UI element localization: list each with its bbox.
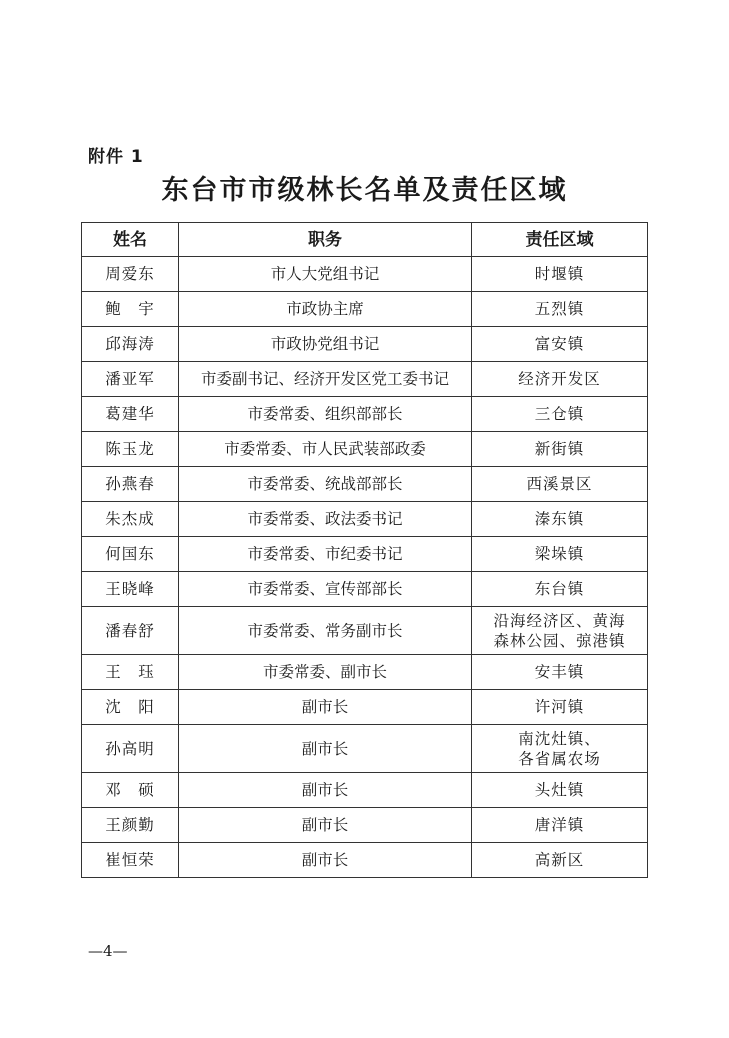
cell-area: 溱东镇: [472, 502, 648, 537]
cell-area: [472, 607, 648, 655]
table-row: [82, 502, 648, 537]
cell-name: 鲍 宇: [82, 292, 179, 327]
table-row: [82, 432, 648, 467]
header-area: 责任区域: [472, 223, 648, 257]
cell-name: 孙燕春: [82, 467, 179, 502]
cell-name: 潘亚军: [82, 362, 179, 397]
cell-area-line: 沿海经济区、黄海: [493, 611, 626, 630]
cell-position: 副市长: [179, 843, 472, 878]
cell-name: 王 珏: [82, 655, 179, 690]
forest-chief-table: [81, 222, 648, 878]
cell-position: 市委常委、政法委书记: [179, 502, 472, 537]
cell-area: 唐洋镇: [472, 808, 648, 843]
table-row: [82, 690, 648, 725]
cell-area-line: 南沈灶镇、: [518, 729, 601, 748]
table-row: [82, 362, 648, 397]
cell-position: 市委常委、常务副市长: [179, 607, 472, 655]
cell-name: 葛建华: [82, 397, 179, 432]
cell-position: 市政协主席: [179, 292, 472, 327]
cell-area: 高新区: [472, 843, 648, 878]
cell-name: 王颜勤: [82, 808, 179, 843]
header-position: 职务: [179, 223, 472, 257]
cell-name: 邓 硕: [82, 773, 179, 808]
cell-area-line: 森林公园、弶港镇: [493, 631, 626, 650]
cell-position: 副市长: [179, 725, 472, 773]
cell-name: 潘春舒: [82, 607, 179, 655]
table-row: [82, 327, 648, 362]
table-row: [82, 537, 648, 572]
cell-position: 市人大党组书记: [179, 257, 472, 292]
table-row: [82, 808, 648, 843]
cell-area: 梁垛镇: [472, 537, 648, 572]
table-row: [82, 773, 648, 808]
cell-area: 经济开发区: [472, 362, 648, 397]
table-row: [82, 467, 648, 502]
cell-area: 三仓镇: [472, 397, 648, 432]
cell-name: 王晓峰: [82, 572, 179, 607]
cell-area: 新街镇: [472, 432, 648, 467]
cell-name: 周爱东: [82, 257, 179, 292]
cell-position: 市委副书记、经济开发区党工委书记: [179, 362, 472, 397]
table-row: [82, 397, 648, 432]
cell-name: 孙高明: [82, 725, 179, 773]
cell-area: 时堰镇: [472, 257, 648, 292]
cell-position: 副市长: [179, 773, 472, 808]
table-row: [82, 607, 648, 655]
cell-position: 市委常委、组织部部长: [179, 397, 472, 432]
cell-name: 崔恒荣: [82, 843, 179, 878]
cell-name: 何国东: [82, 537, 179, 572]
table-row: [82, 725, 648, 773]
cell-position: 副市长: [179, 690, 472, 725]
cell-position: 市委常委、宣传部部长: [179, 572, 472, 607]
cell-position: 副市长: [179, 808, 472, 843]
table-row: [82, 292, 648, 327]
cell-area: [472, 725, 648, 773]
cell-area: 东台镇: [472, 572, 648, 607]
document-title: 东台市市级林长名单及责任区域: [161, 175, 568, 206]
cell-name: 陈玉龙: [82, 432, 179, 467]
table-row: [82, 843, 648, 878]
cell-area: 头灶镇: [472, 773, 648, 808]
table-header-row: [82, 223, 648, 257]
cell-position: 市政协党组书记: [179, 327, 472, 362]
cell-area: 西溪景区: [472, 467, 648, 502]
page-number: —4—: [88, 942, 128, 960]
cell-name: 邱海涛: [82, 327, 179, 362]
cell-position: 市委常委、统战部部长: [179, 467, 472, 502]
cell-area: 五烈镇: [472, 292, 648, 327]
cell-area: 许河镇: [472, 690, 648, 725]
cell-area-line: 各省属农场: [518, 749, 601, 768]
table-row: [82, 655, 648, 690]
header-name: 姓名: [82, 223, 179, 257]
table-row: [82, 572, 648, 607]
attachment-label: 附件 1: [88, 147, 144, 167]
cell-name: 沈 阳: [82, 690, 179, 725]
cell-position: 市委常委、副市长: [179, 655, 472, 690]
table-row: [82, 257, 648, 292]
cell-position: 市委常委、市纪委书记: [179, 537, 472, 572]
cell-area: 安丰镇: [472, 655, 648, 690]
cell-area: 富安镇: [472, 327, 648, 362]
cell-position: 市委常委、市人民武装部政委: [179, 432, 472, 467]
cell-name: 朱杰成: [82, 502, 179, 537]
